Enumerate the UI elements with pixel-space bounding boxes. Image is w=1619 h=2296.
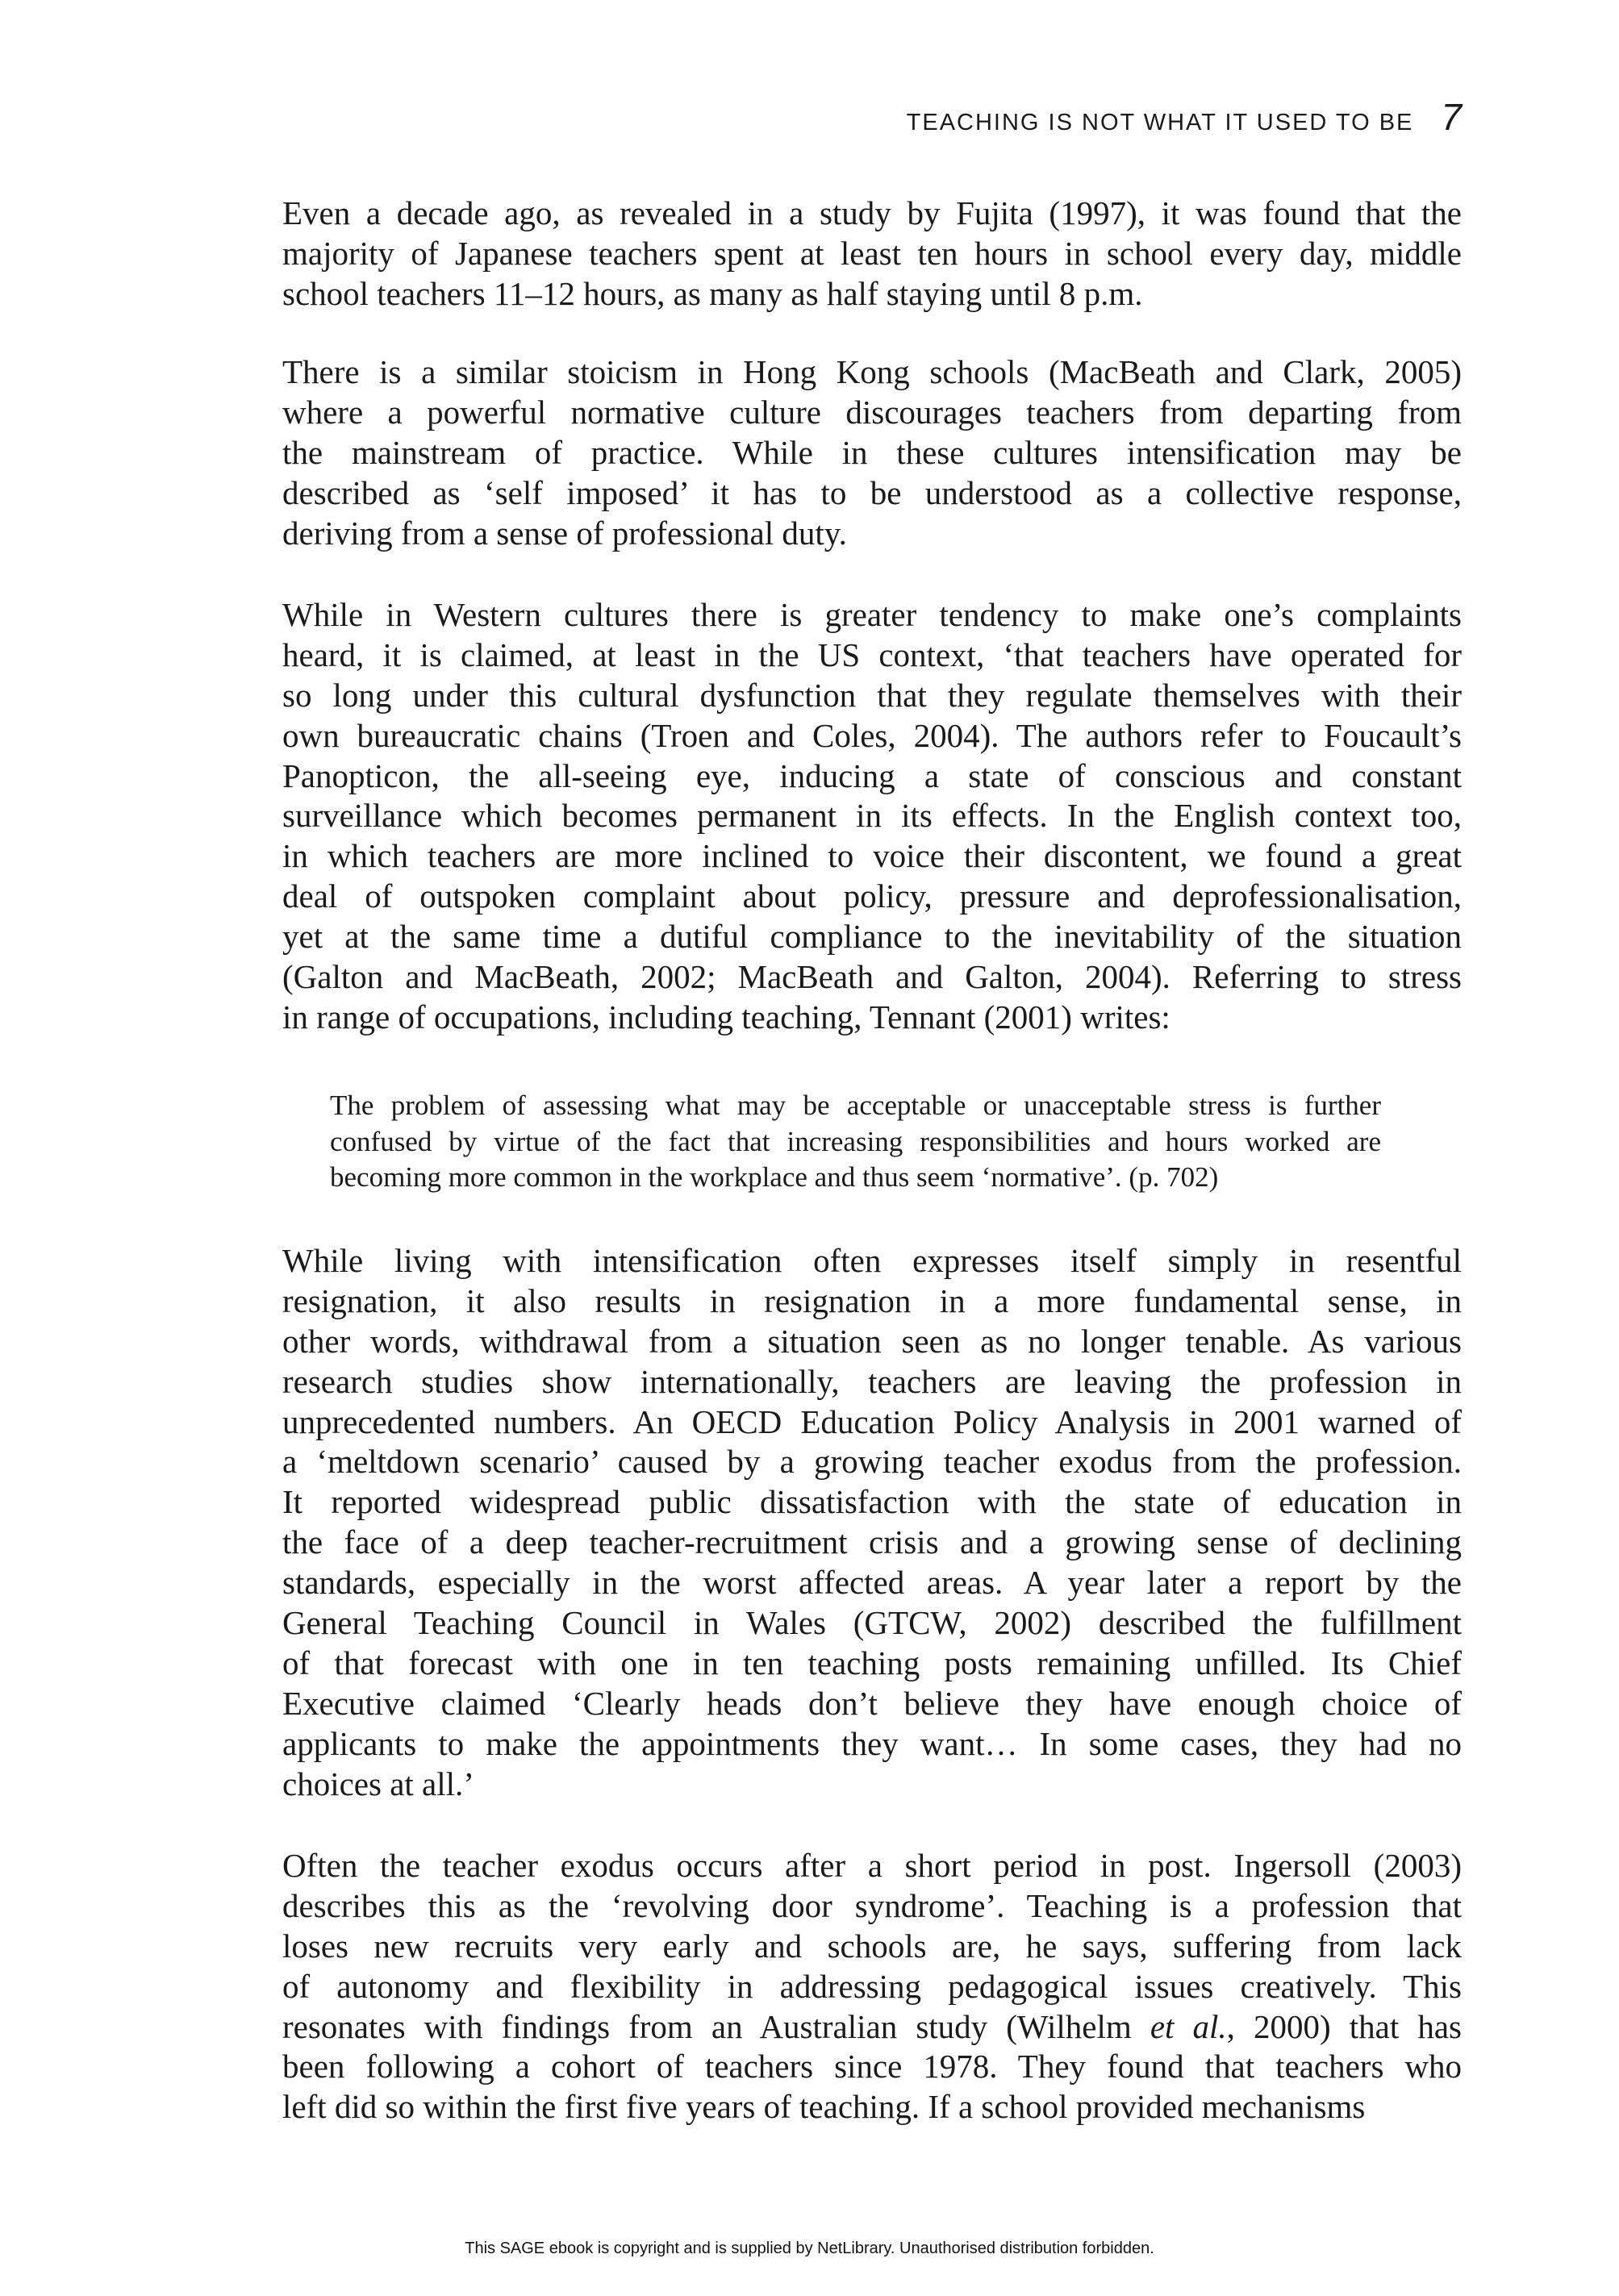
text-line: heard, it is claimed, at least in the US context, ‘that teachers have operated for — [282, 635, 1462, 673]
text-line: where a powerful normative culture discourages teachers from departing from — [282, 393, 1462, 431]
running-header — [907, 95, 1462, 139]
text-line: of that forecast with one in ten teaching posts remaining unfilled. Its Chief — [282, 1644, 1462, 1681]
text-line: The problem of assessing what may be acceptable or unacceptable stress is further — [330, 1090, 1381, 1121]
paragraph — [282, 1846, 1462, 2127]
block-quote — [330, 1088, 1381, 1196]
text-line: own bureaucratic chains (Troen and Coles, 2004). The authors refer to Foucault’s — [282, 716, 1462, 754]
text-line: deal of outspoken complaint about policy, pressure and deprofessionalisation, — [282, 877, 1462, 915]
text-line: There is a similar stoicism in Hong Kong schools (MacBeath and Clark, 2005) — [282, 353, 1462, 390]
text-line: deriving from a sense of professional duty. — [282, 514, 847, 552]
text-line: It reported widespread public dissatisfaction with the state of education in — [282, 1483, 1462, 1521]
paragraph — [282, 595, 1462, 1038]
text-line: becoming more common in the workplace and thus seem ‘normative’. (p. 702) — [330, 1161, 1219, 1194]
text-line: choices at all.’ — [282, 1765, 474, 1802]
text-line: school teachers 11–12 hours, as many as half staying until 8 p.m. — [282, 274, 1143, 312]
text-line: described as ‘self imposed’ it has to be understood as a collective response, — [282, 473, 1462, 511]
text-line: Often the teacher exodus occurs after a short period in post. Ingersoll (2003) — [282, 1847, 1462, 1884]
text-line: Panopticon, the all-seeing eye, inducing a state of conscious and constant — [282, 756, 1462, 794]
text-line: been following a cohort of teachers since 1978. They found that teachers who — [282, 2048, 1462, 2086]
copyright-footer: This SAGE ebook is copyright and is supplied by NetLibrary. Unauthorised distribution forbidden. — [465, 2240, 1154, 2257]
text-line: confused by virtue of the fact that increasing responsibilities and hours worked are — [330, 1125, 1381, 1157]
text-line: the mainstream of practice. While in these cultures intensification may be — [282, 433, 1462, 471]
text-line: left did so within the first five years of teaching. If a school provided mechanisms — [282, 2088, 1366, 2126]
text-line: standards, especially in the worst affected areas. A year later a report by the — [282, 1564, 1462, 1602]
text-line: in range of occupations, including teaching, Tennant (2001) writes: — [282, 998, 1170, 1035]
text-line: so long under this cultural dysfunction that they regulate themselves with their — [282, 676, 1462, 714]
text-line: in which teachers are more inclined to voice their discontent, we found a great — [282, 837, 1462, 875]
text-line: resignation, it also results in resignation in a more fundamental sense, in — [282, 1281, 1462, 1319]
paragraph — [282, 194, 1462, 315]
text-line: surveillance which becomes permanent in its effects. In the English context too, — [282, 797, 1462, 835]
text-line — [282, 2007, 1462, 2048]
text-line: a ‘meltdown scenario’ caused by a growing teacher exodus from the profession. — [282, 1443, 1462, 1481]
text-line: (Galton and MacBeath, 2002; MacBeath and Galton, 2004). Referring to stress — [282, 958, 1462, 996]
text-line: unprecedented numbers. An OECD Education Policy Analysis in 2001 warned of — [282, 1402, 1462, 1440]
text-line: applicants to make the appointments they want… In some cases, they had no — [282, 1724, 1462, 1762]
running-title: TEACHING IS NOT WHAT IT USED TO BE — [906, 110, 1414, 135]
page-number: 7 — [1441, 96, 1462, 138]
text-segment: resonates with findings from an Australian study (Wilhelm — [282, 2007, 1150, 2045]
text-line: Even a decade ago, as revealed in a study by Fujita (1997), it was found that the — [282, 194, 1462, 231]
text-line: majority of Japanese teachers spent at least ten hours in school every day, middle — [282, 234, 1462, 272]
text-line: the face of a deep teacher-recruitment crisis and a growing sense of declining — [282, 1523, 1462, 1561]
text-line: Executive claimed ‘Clearly heads don’t believe they have enough choice of — [282, 1684, 1462, 1722]
text-line: research studies show internationally, teachers are leaving the profession in — [282, 1362, 1462, 1400]
text-line: yet at the same time a dutiful compliance to the inevitability of the situation — [282, 918, 1462, 956]
text-segment: , 2000) that has — [1226, 2007, 1462, 2045]
italic-text: et al. — [1150, 2007, 1227, 2045]
text-line: loses new recruits very early and schools are, he says, suffering from lack — [282, 1927, 1462, 1965]
text-line: General Teaching Council in Wales (GTCW, 2002) described the fulfillment — [282, 1604, 1462, 1642]
paragraph — [282, 1241, 1462, 1804]
text-line: of autonomy and flexibility in addressing pedagogical issues creatively. This — [282, 1967, 1462, 2005]
paragraph — [282, 352, 1462, 553]
text-line: While in Western cultures there is greater tendency to make one’s complaints — [282, 596, 1462, 633]
text-line: other words, withdrawal from a situation seen as no longer tenable. As various — [282, 1322, 1462, 1360]
text-line: While living with intensification often expresses itself simply in resentful — [282, 1242, 1462, 1279]
text-line: describes this as the ‘revolving door syndrome’. Teaching is a profession that — [282, 1886, 1462, 1924]
